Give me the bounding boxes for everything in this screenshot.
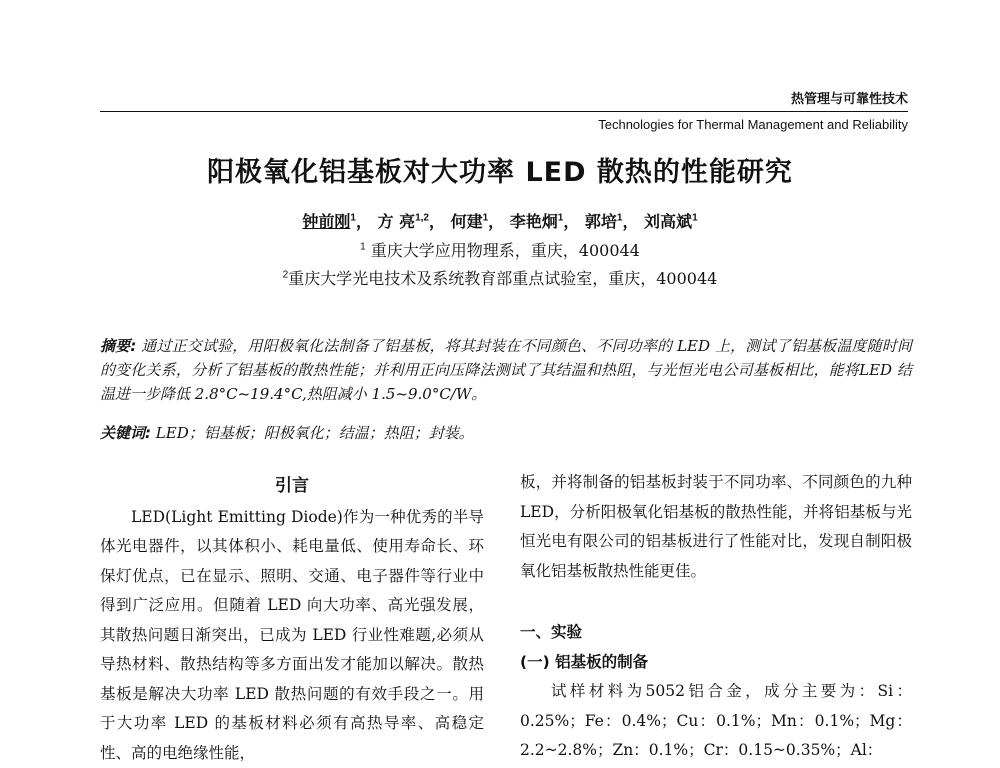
author-name: 钟前刚 bbox=[302, 212, 350, 231]
intro-heading: 引言 bbox=[100, 472, 484, 502]
author-affiliation-mark: 1,2 bbox=[415, 213, 429, 224]
author-name: 方 亮 bbox=[378, 212, 416, 231]
author-affiliation-mark: 1 bbox=[692, 213, 698, 224]
affiliation-text: 重庆大学应用物理系，重庆，400044 bbox=[371, 241, 640, 260]
keywords-label: 关键词: bbox=[100, 424, 151, 442]
abstract-label: 摘要: bbox=[100, 337, 136, 355]
author-affiliation-mark: 1 bbox=[617, 213, 623, 224]
affiliation-text: 重庆大学光电技术及系统教育部重点试验室，重庆，400044 bbox=[288, 269, 717, 288]
author-affiliation-mark: 1 bbox=[483, 213, 489, 224]
affiliation-mark: 1 bbox=[360, 242, 366, 253]
intro-paragraph: LED(Light Emitting Diode)作为一种优秀的半导体光电器件，以其体积小、耗电量低、使用寿命长、环保灯优点，已在显示、照明、交通、电子器件等行业中得到广泛应用。但随着 LED 向大功率、高光强发展，其散热问题日渐突出，已成为 LED 行业性难题,必须从导热材料、散热结构等多方面出发才能加以解决。散热基板是解决大功率 LED 散热问题的有效手段之一。用于大功率 LED 的基板材料必须有高热导率、高稳定性、高的电绝缘性能， bbox=[100, 503, 484, 768]
affiliation-1 bbox=[0, 238, 1000, 261]
left-column bbox=[100, 468, 484, 768]
keywords-text: LED；铝基板；阳极氧化；结温；热阻；封装。 bbox=[156, 424, 474, 442]
abstract bbox=[100, 334, 912, 406]
running-header-cn: 热管理与可靠性技术 bbox=[791, 88, 908, 107]
abstract-text: 通过正交试验，用阳极氧化法制备了铝基板，将其封装在不同颜色、不同功率的 LED 上，测试了铝基板温度随时间的变化关系，分析了铝基板的散热性能；并利用正向压降法测试了其结温和热阻，与光恒光电公司基板相比，能将LED 结温进一步降低 2.8°C~19.4°C,热阻减小 1.5~9.0°C/W。 bbox=[100, 337, 912, 403]
substrate-prep-heading: (一) 铝基板的制备 bbox=[520, 648, 912, 678]
author-list: 钟前刚$^1$， 方 亮$^{1,2}$， 何建$^1$， 李艳炯$^1$， 郭培$^1$， 刘高斌$^1$ bbox=[0, 209, 1000, 232]
paper-title: 阳极氧化铝基板对大功率 LED 散热的性能研究 bbox=[0, 150, 1000, 189]
author-name: 郭培 bbox=[585, 212, 617, 231]
affiliation-2 bbox=[0, 266, 1000, 289]
author-affiliation-mark: 1 bbox=[558, 213, 564, 224]
running-header-en: Technologies for Thermal Management and Reliability bbox=[598, 117, 908, 132]
experiment-heading: 一、实验 bbox=[520, 618, 912, 648]
material-paragraph: 试样材料为5052铝合金，成分主要为：Si：0.25%；Fe：0.4%；Cu：0.1%；Mn：0.1%；Mg：2.2~2.8%；Zn：0.1%；Cr：0.15~0.35%；Al： bbox=[520, 677, 912, 766]
author-name: 李艳炯 bbox=[510, 212, 558, 231]
right-column bbox=[520, 468, 912, 766]
keywords bbox=[100, 422, 912, 443]
intro-continuation: 板，并将制备的铝基板封装于不同功率、不同颜色的九种 LED，分析阳极氧化铝基板的散热性能，并将铝基板与光恒光电有限公司的铝基板进行了性能对比，发现自制阳极氧化铝基板散热性能更佳。 bbox=[520, 468, 912, 586]
author-affiliation-mark: 1 bbox=[350, 213, 356, 224]
header-rule bbox=[100, 111, 908, 112]
affiliation-mark: 2 bbox=[283, 270, 289, 281]
author-name: 刘高斌 bbox=[644, 212, 692, 231]
author-name: 何建 bbox=[451, 212, 483, 231]
